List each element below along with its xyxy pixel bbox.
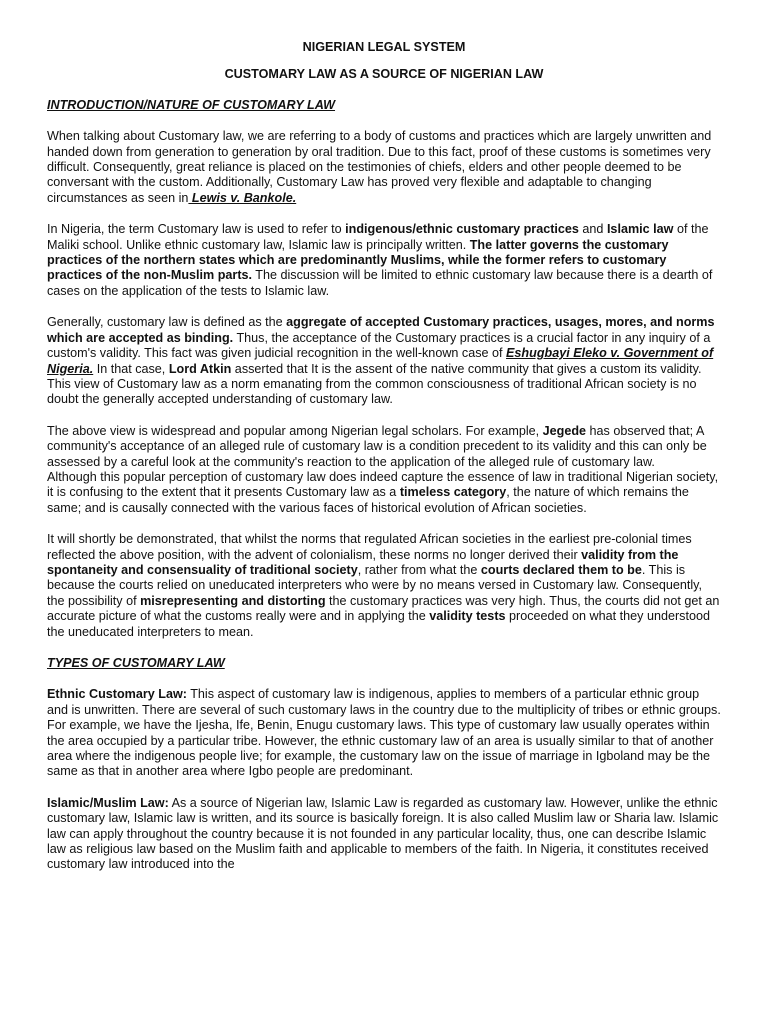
term-label: Ethnic Customary Law: xyxy=(47,687,187,702)
bold-term: validity from the spontaneity and consensuality of traditional society xyxy=(47,547,679,577)
section-heading-introduction: INTRODUCTION/NATURE OF CUSTOMARY LAW xyxy=(47,97,336,112)
text-run: It will shortly be demonstrated, that whilst the norms that regulated African societies in the earliest pre-colonial times reflected the above position, with the advent of colonialism, these norms no longer derived their xyxy=(47,532,692,562)
bold-term: timeless category xyxy=(399,485,507,500)
intro-paragraph-5 xyxy=(47,470,721,516)
text-run: the customary practices was very high. Thus, the courts did not get an accurate picture of what the customs really were and in applying the xyxy=(47,593,720,624)
case-citation: Lewis v. Bankole. xyxy=(188,190,297,205)
text-run: The discussion will be limited to ethnic customary law because there is a dearth of cases on the application of the tests to Islamic law. xyxy=(47,268,713,298)
bold-term: The latter governs the customary practices of the northern states which are predominantly Muslims, while the former refers to customary practices of the non-Muslim parts. xyxy=(47,237,669,283)
text-run: In Nigeria, the term Customary law is used to refer to xyxy=(47,222,346,237)
text-run: . This is because the courts relied on uneducated interpreters who were by no means versed in Customary law. Consequently, the possibility of xyxy=(47,562,703,608)
document-subtitle: CUSTOMARY LAW AS A SOURCE OF NIGERIAN LAW xyxy=(224,67,544,82)
bold-term: validity tests xyxy=(429,609,506,624)
text-run: of the Maliki school. Unlike ethnic customary law, Islamic law is principally written. xyxy=(47,222,709,252)
bold-term: misrepresenting and distorting xyxy=(140,593,326,608)
text-run: In that case, xyxy=(93,361,169,376)
term-label: Islamic/Muslim Law: xyxy=(47,795,169,810)
intro-paragraph-4 xyxy=(47,424,721,470)
types-paragraph-islamic xyxy=(47,796,721,873)
text-run: As a source of Nigerian law, Islamic Law is regarded as customary law. However, unlike the ethnic customary law, Islamic law is written, and its source is basically foreign. It is also called Muslim law or Sharia law. Islamic law can apply throughout the country because it is not founded in any particular locality, thus, one can describe Islamic law as religious law based on the Muslim faith and applicable to members of the faith. In Nigeria, it constitutes received customary law introduced into the xyxy=(47,795,719,872)
text-run: Generally, customary law is defined as the xyxy=(47,315,287,330)
text-run: Thus, the acceptance of the Customary practices is a crucial factor in any inquiry of a custom's validity. This fact was given judicial recognition in the well-known case of xyxy=(47,330,711,361)
case-citation: Eshugbayi Eleko v. Government of Nigeria. xyxy=(47,346,714,376)
bold-term: courts declared them to be xyxy=(480,562,642,577)
bold-term: Jegede xyxy=(542,423,587,438)
text-run: , the nature of which remains the same; and is causally connected with the various faces of historical evolution of African societies. xyxy=(47,485,689,515)
bold-term: Islamic law xyxy=(606,222,674,237)
intro-paragraph-2 xyxy=(47,222,721,299)
intro-paragraph-3 xyxy=(47,315,721,407)
text-run: , rather from what the xyxy=(357,562,481,577)
intro-paragraph-1 xyxy=(47,129,721,206)
bold-term: indigenous/ethnic customary practices xyxy=(345,222,579,237)
section-heading-types: TYPES OF CUSTOMARY LAW xyxy=(47,656,225,670)
text-run: When talking about Customary law, we are referring to a body of customs and practices which are largely unwritten and handed down from generation to generation by oral tradition. Due to this fact, proof of these customs is sometimes very difficult. Consequently, great reliance is placed on the testimonies of chiefs, elders and other people deemed to be conversant with the custom. Additionally, Customary Law has proved very flexible and adaptable to changing circumstances as seen in xyxy=(47,129,712,205)
types-paragraph-ethnic xyxy=(47,687,721,779)
bold-term: Lord Atkin xyxy=(168,361,232,376)
text-run: and xyxy=(578,222,607,237)
bold-term: aggregate of accepted Customary practices, usages, mores, and norms which are accepted as binding. xyxy=(47,315,715,345)
text-run: This aspect of customary law is indigenous, applies to members of a particular ethnic group and is unwritten. There are several of such customary laws in the country due to the multiplicity of tribes or ethnic groups. For example, we have the Ijesha, Ife, Benin, Enugu customary laws. This type of customary law usually operates within the area occupied by a particular tribe. However, the ethnic customary law of an area is usually similar to that of another area where the indigenous people live; for example, the customary law on the issue of marriage in Igboland may be the same as that in another area where Igbo people are predominant. xyxy=(47,687,721,779)
intro-paragraph-6 xyxy=(47,532,721,640)
text-run: The above view is widespread and popular among Nigerian legal scholars. For example, xyxy=(47,423,543,438)
text-run: Although this popular perception of customary law does indeed capture the essence of law in traditional Nigerian society, it is confusing to the extent that it presents Customary law as a xyxy=(47,469,719,500)
text-run: proceeded on what they understood the uneducated interpreters to mean. xyxy=(47,609,710,639)
document-title: NIGERIAN LEGAL SYSTEM xyxy=(302,40,466,54)
text-run: has observed that; A community's acceptance of an alleged rule of customary law is a condition precedent to its validity and this can only be assessed by a careful look at the community's reaction to the application of the alleged rule of customary law. xyxy=(47,423,707,469)
text-run: asserted that It is the assent of the native community that gives a custom its validity. This view of Customary law as a norm emanating from the common consciousness of traditional African society is no doubt the generally accepted understanding of customary law. xyxy=(47,361,702,407)
